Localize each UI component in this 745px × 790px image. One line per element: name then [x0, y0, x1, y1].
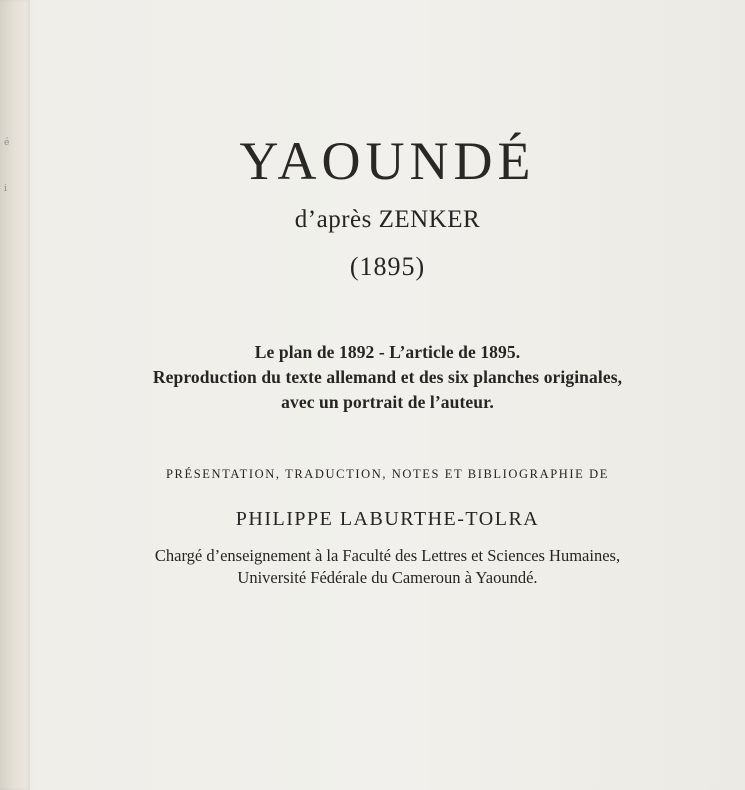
- author-affiliation-line: Chargé d’enseignement à la Faculté des Lettres et Sciences Humaines,: [154, 546, 621, 565]
- description-line: avec un portrait de l’auteur.: [281, 392, 494, 412]
- author-affiliation-line: Université Fédérale du Cameroun à Yaoundé.: [237, 568, 538, 587]
- description-line: Le plan de 1892 - L’article de 1895.: [254, 342, 521, 362]
- title-page: [30, 0, 745, 790]
- left-page-edge: [0, 0, 30, 790]
- description-line: Reproduction du texte allemand et des six planches originales,: [152, 367, 623, 387]
- presentation-credit-line: PRÉSENTATION, TRADUCTION, NOTES ET BIBLIOGRAPHIE DE: [166, 467, 609, 481]
- publication-year: (1895): [349, 252, 426, 281]
- left-page-bleed-char: i: [4, 184, 7, 194]
- book-title: YAOUNDÉ: [239, 131, 536, 191]
- book-subtitle: d’après ZENKER: [294, 206, 481, 233]
- left-page-bleed-char: é: [4, 138, 10, 148]
- author-name: PHILIPPE LABURTHE-TOLRA: [235, 508, 540, 530]
